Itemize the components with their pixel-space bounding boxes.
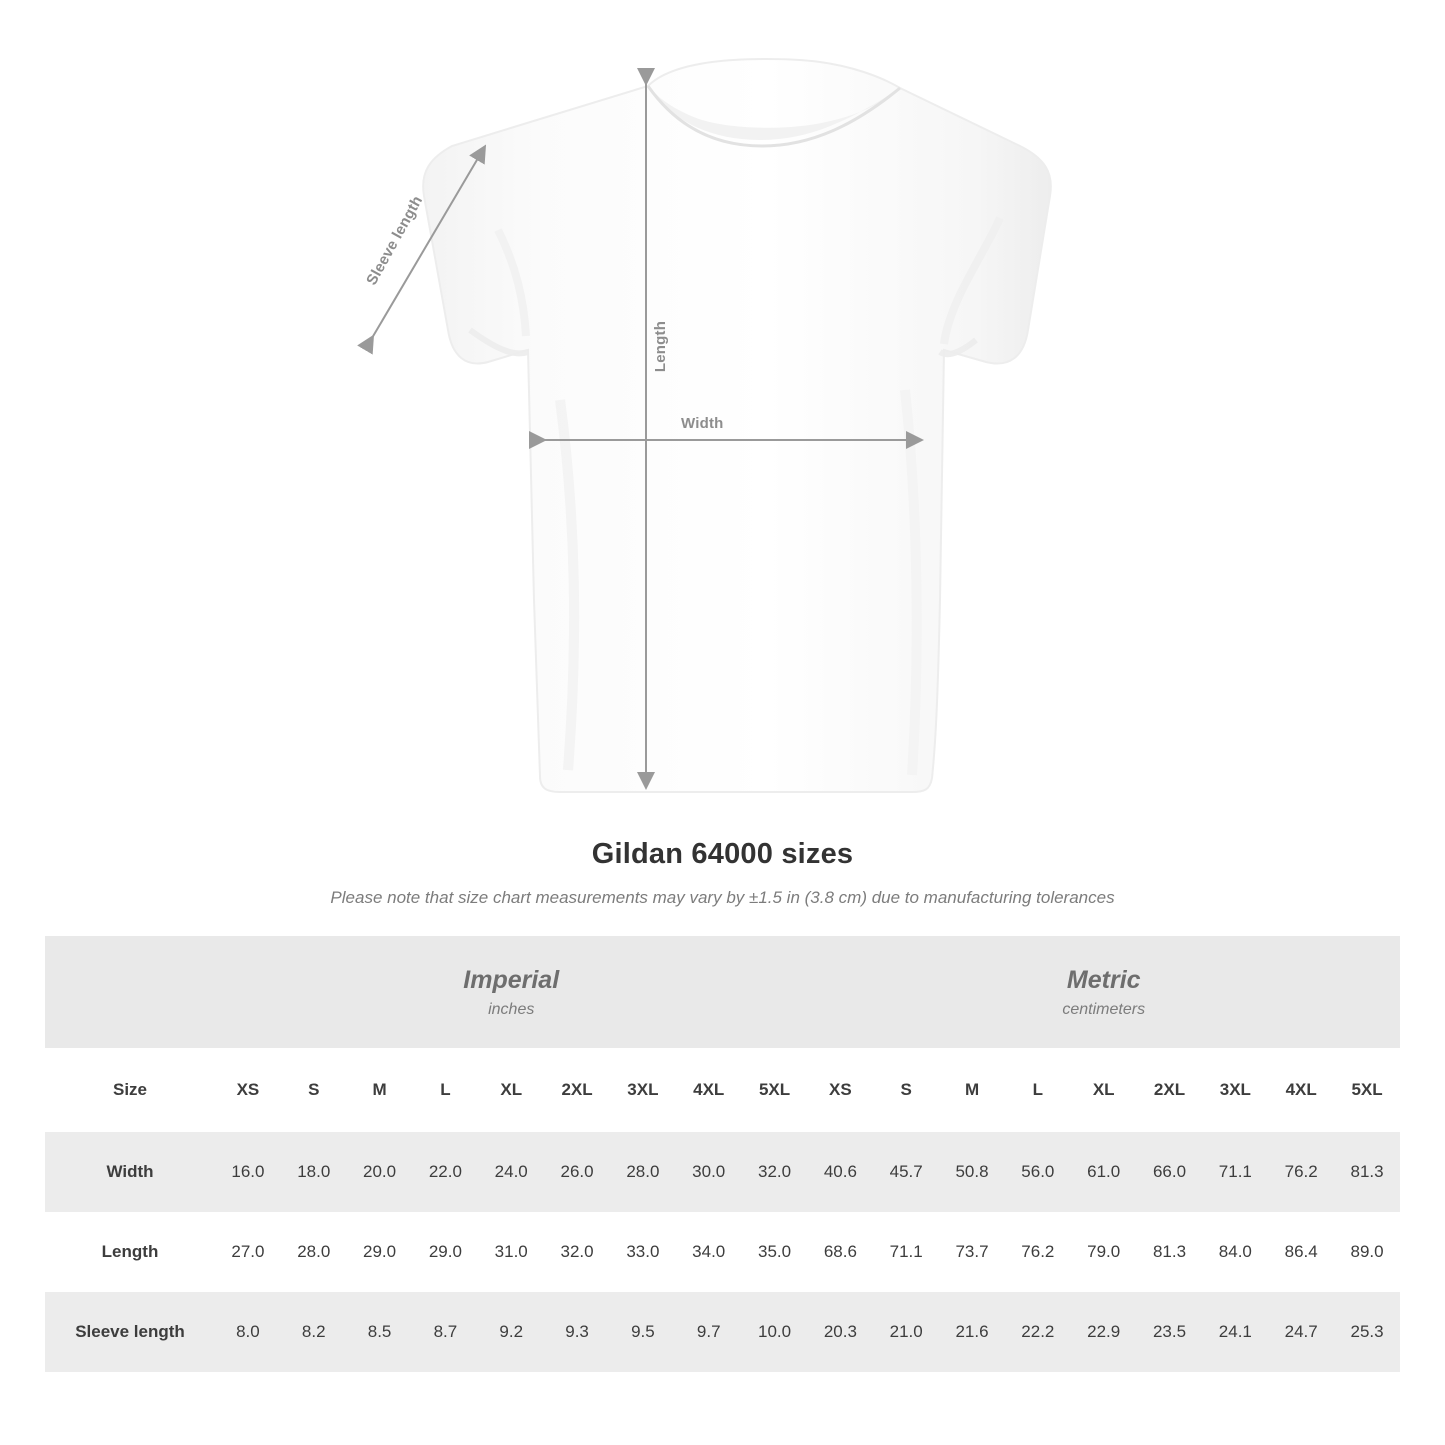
cell-length-2: 29.0: [347, 1212, 413, 1292]
size-header-4: XL: [478, 1048, 544, 1132]
cell-length-13: 79.0: [1071, 1212, 1137, 1292]
sleeve-length-label: Sleeve length: [363, 192, 427, 289]
cell-width-12: 56.0: [1005, 1132, 1071, 1212]
cell-sleeve-5: 9.3: [544, 1292, 610, 1372]
row-label-length: Length: [45, 1212, 215, 1292]
cell-width-1: 18.0: [281, 1132, 347, 1212]
title-block: [0, 838, 1445, 908]
cell-sleeve-11: 21.6: [939, 1292, 1005, 1372]
cell-sleeve-3: 8.7: [412, 1292, 478, 1372]
cell-sleeve-13: 22.9: [1071, 1292, 1137, 1372]
size-header-8: 5XL: [742, 1048, 808, 1132]
cell-length-15: 84.0: [1202, 1212, 1268, 1292]
cell-width-9: 40.6: [807, 1132, 873, 1212]
cell-width-2: 20.0: [347, 1132, 413, 1212]
cell-width-8: 32.0: [742, 1132, 808, 1212]
size-header-0: XS: [215, 1048, 281, 1132]
cell-width-0: 16.0: [215, 1132, 281, 1212]
cell-length-17: 89.0: [1334, 1212, 1400, 1292]
cell-width-13: 61.0: [1071, 1132, 1137, 1212]
cell-sleeve-2: 8.5: [347, 1292, 413, 1372]
size-header-6: 3XL: [610, 1048, 676, 1132]
cell-width-3: 22.0: [412, 1132, 478, 1212]
unit-header-metric: [807, 936, 1400, 1048]
size-header-5: 2XL: [544, 1048, 610, 1132]
cell-length-1: 28.0: [281, 1212, 347, 1292]
cell-width-5: 26.0: [544, 1132, 610, 1212]
cell-length-7: 34.0: [676, 1212, 742, 1292]
unit-header-spacer: [45, 936, 215, 1048]
cell-length-8: 35.0: [742, 1212, 808, 1292]
cell-sleeve-6: 9.5: [610, 1292, 676, 1372]
size-header-17: 5XL: [1334, 1048, 1400, 1132]
unit-header-imperial: [215, 936, 807, 1048]
cell-width-4: 24.0: [478, 1132, 544, 1212]
cell-sleeve-9: 20.3: [807, 1292, 873, 1372]
cell-sleeve-1: 8.2: [281, 1292, 347, 1372]
cell-width-6: 28.0: [610, 1132, 676, 1212]
size-header-7: 4XL: [676, 1048, 742, 1132]
row-label-width: Width: [45, 1132, 215, 1212]
size-header-16: 4XL: [1268, 1048, 1334, 1132]
cell-sleeve-12: 22.2: [1005, 1292, 1071, 1372]
cell-sleeve-15: 24.1: [1202, 1292, 1268, 1372]
cell-sleeve-7: 9.7: [676, 1292, 742, 1372]
cell-sleeve-0: 8.0: [215, 1292, 281, 1372]
cell-length-5: 32.0: [544, 1212, 610, 1292]
size-header-9: XS: [807, 1048, 873, 1132]
size-header-3: L: [412, 1048, 478, 1132]
cell-length-14: 81.3: [1137, 1212, 1203, 1292]
tolerance-note: Please note that size chart measurements may vary by ±1.5 in (3.8 cm) due to manufacturing tolerances: [330, 888, 1115, 907]
size-header-12: L: [1005, 1048, 1071, 1132]
unit-name-imperial: Imperial: [463, 966, 560, 995]
size-table: [45, 936, 1400, 1372]
cell-length-6: 33.0: [610, 1212, 676, 1292]
size-header-13: XL: [1071, 1048, 1137, 1132]
page-title: Gildan 64000 sizes: [591, 838, 854, 870]
cell-sleeve-14: 23.5: [1137, 1292, 1203, 1372]
cell-width-16: 76.2: [1268, 1132, 1334, 1212]
cell-sleeve-4: 9.2: [478, 1292, 544, 1372]
row-label-sleeve-length: Sleeve length: [45, 1292, 215, 1372]
table-row: [45, 1292, 1400, 1372]
cell-length-12: 76.2: [1005, 1212, 1071, 1292]
size-header-10: S: [873, 1048, 939, 1132]
size-header-11: M: [939, 1048, 1005, 1132]
unit-sub-metric: centimeters: [1062, 1000, 1146, 1018]
unit-sub-imperial: inches: [488, 1000, 535, 1018]
table-row: [45, 1212, 1400, 1292]
cell-sleeve-17: 25.3: [1334, 1292, 1400, 1372]
cell-sleeve-8: 10.0: [742, 1292, 808, 1372]
table-row: [45, 1132, 1400, 1212]
cell-length-11: 73.7: [939, 1212, 1005, 1292]
cell-sleeve-10: 21.0: [873, 1292, 939, 1372]
size-header-row: [45, 1048, 1400, 1132]
cell-length-4: 31.0: [478, 1212, 544, 1292]
cell-width-11: 50.8: [939, 1132, 1005, 1212]
unit-header-row: [45, 936, 1400, 1048]
unit-name-metric: Metric: [1066, 966, 1141, 995]
size-header-15: 3XL: [1202, 1048, 1268, 1132]
cell-width-7: 30.0: [676, 1132, 742, 1212]
cell-width-10: 45.7: [873, 1132, 939, 1212]
cell-length-0: 27.0: [215, 1212, 281, 1292]
size-header-1: S: [281, 1048, 347, 1132]
cell-sleeve-16: 24.7: [1268, 1292, 1334, 1372]
cell-length-16: 86.4: [1268, 1212, 1334, 1292]
cell-width-17: 81.3: [1334, 1132, 1400, 1212]
cell-width-15: 71.1: [1202, 1132, 1268, 1212]
width-label: Width: [681, 415, 724, 432]
size-table-wrapper: [45, 936, 1400, 1372]
cell-length-9: 68.6: [807, 1212, 873, 1292]
size-header-label: Size: [45, 1048, 215, 1132]
cell-width-14: 66.0: [1137, 1132, 1203, 1212]
cell-length-10: 71.1: [873, 1212, 939, 1292]
cell-length-3: 29.0: [412, 1212, 478, 1292]
size-header-2: M: [347, 1048, 413, 1132]
size-header-14: 2XL: [1137, 1048, 1203, 1132]
length-label: Length: [652, 320, 670, 373]
